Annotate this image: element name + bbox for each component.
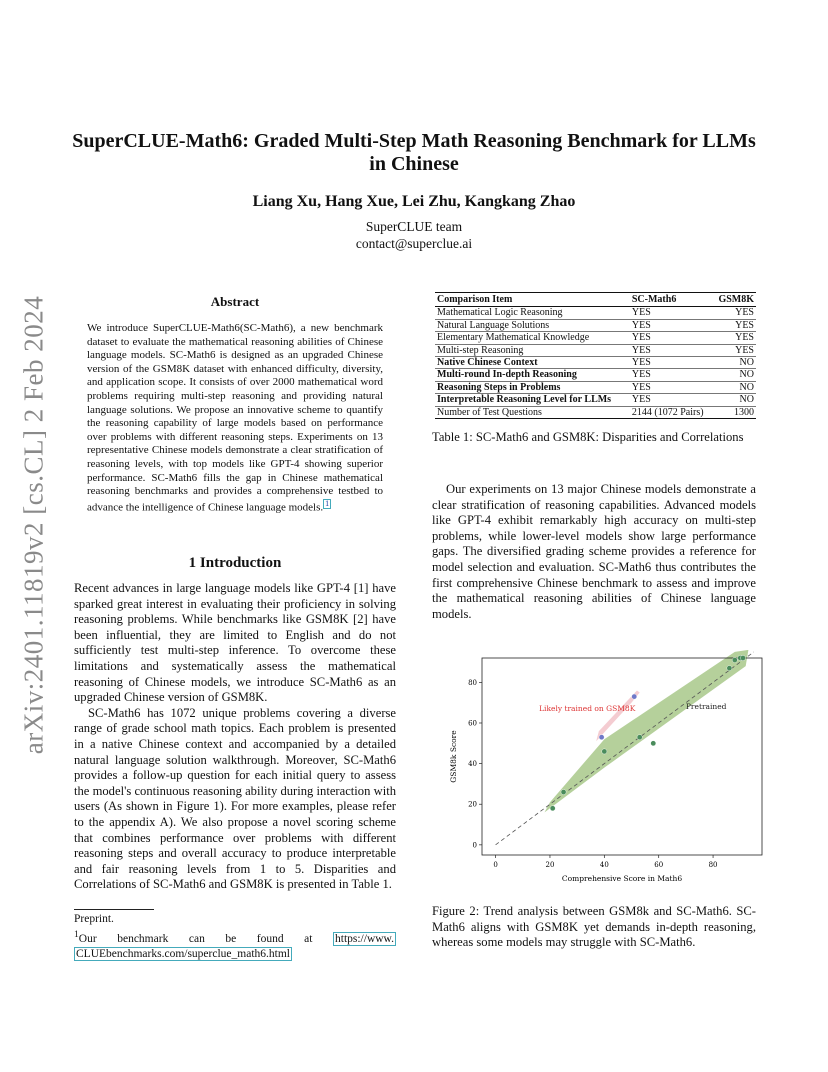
experiments-paragraph: Our experiments on 13 major Chinese models demonstrate a clear stratification of reasoning capabilities. Advanced models like GPT-4 exhibit remarkably high accuracy on multi-step problems, while lower-level models show large performance gaps. The diversified grading scheme provides a reference for model selection and evaluation. SC-Math6 thus contributes the first comprehensive Chinese benchmark to assess and improve the mathematical reasoning abilities of Chinese language models. xyxy=(432,482,756,621)
table-cell-gsm8k: NO xyxy=(713,357,756,369)
table-row xyxy=(435,406,756,418)
paper-title: SuperCLUE-Math6: Graded Multi-Step Math Reasoning Benchmark for LLMs in Chinese xyxy=(72,130,756,175)
table-cell-item: Mathematical Logic Reasoning xyxy=(435,307,630,319)
abstract-body xyxy=(87,322,383,515)
x-axis-label: Comprehensive Score in Math6 xyxy=(561,874,683,883)
table-caption: Table 1: SC-Math6 and GSM8K: Disparities and Correlations xyxy=(432,430,744,444)
y-tick-label: 40 xyxy=(468,760,477,769)
table-cell-scmath6: YES xyxy=(630,357,713,369)
table-cell-item: Number of Test Questions xyxy=(435,406,630,418)
introduction-body xyxy=(74,581,396,893)
x-tick-label: 40 xyxy=(599,861,609,869)
data-point xyxy=(561,789,566,794)
table-cell-item: Reasoning Steps in Problems xyxy=(435,381,630,393)
abstract-heading: Abstract xyxy=(210,294,260,309)
trend-figure xyxy=(440,650,770,895)
footnote-link[interactable]: 1 xyxy=(325,498,330,508)
table-row xyxy=(435,369,756,381)
contact-email[interactable]: contact@superclue.ai xyxy=(355,236,473,251)
table-cell-gsm8k: YES xyxy=(713,307,756,319)
table-cell-scmath6: YES xyxy=(630,319,713,331)
table-header-scmath6: SC-Math6 xyxy=(630,293,713,307)
data-point xyxy=(651,741,656,746)
y-axis-label: GSM8k Score xyxy=(449,730,458,783)
arxiv-sidebar xyxy=(14,295,54,755)
data-point xyxy=(599,735,604,740)
x-tick-label: 0 xyxy=(493,861,498,869)
y-tick-label: 20 xyxy=(468,800,477,809)
comparison-table xyxy=(435,292,756,419)
table-cell-scmath6: YES xyxy=(630,344,713,356)
table-header-item: Comparison Item xyxy=(435,293,630,307)
footnote xyxy=(74,912,396,962)
table-cell-item: Natural Language Solutions xyxy=(435,319,630,331)
figure-caption: Figure 2: Trend analysis between GSM8k and SC-Math6. SC-Math6 aligns with GSM8K yet demands in-depth reasoning, whereas some models may struggle with SC-Math6. xyxy=(432,904,756,950)
table-cell-item: Multi-step Reasoning xyxy=(435,344,630,356)
data-point xyxy=(740,655,745,660)
data-point xyxy=(637,735,642,740)
table-cell-scmath6: YES xyxy=(630,381,713,393)
table-cell-gsm8k: YES xyxy=(713,319,756,331)
table-cell-gsm8k: 1300 xyxy=(713,406,756,418)
table-row xyxy=(435,332,756,344)
table-cell-scmath6: YES xyxy=(630,369,713,381)
table-cell-gsm8k: NO xyxy=(713,394,756,406)
table-cell-gsm8k: NO xyxy=(713,369,756,381)
footnote-number: 1 xyxy=(74,929,79,940)
intro-paragraph-1: Recent advances in large language models like GPT-4 [1] have sparked great interest in evaluating their proficiency in solving reasoning problems. While benchmarks like GSM8K [2] have been influential, they are limited to English and do not sufficiently test multi-step inference. To overcome these limitations and systematically assess the mathematical reasoning of Chinese models, we introduce SC-Math6 as an upgraded Chinese version of GSM8K. xyxy=(74,581,396,705)
footnote-text: Our benchmark can be found at xyxy=(78,932,313,945)
table-cell-item: Interpretable Reasoning Level for LLMs xyxy=(435,394,630,406)
table-cell-item: Elementary Mathematical Knowledge xyxy=(435,332,630,344)
team-name: SuperCLUE team xyxy=(365,219,463,234)
table-cell-gsm8k: NO xyxy=(713,381,756,393)
table-cell-scmath6: YES xyxy=(630,332,713,344)
table-cell-item: Multi-round In-depth Reasoning xyxy=(435,369,630,381)
intro-paragraph-2: SC-Math6 has 1072 unique problems covering a diverse range of grade school math topics. Each problem is presented in a native Chinese context and accompanied by a detailed natural language solution walkthrough. Moreover, SC-Math6 provides a follow-up question for each initial query to assess the model's continuous reasoning ability during interaction with users (As shown in Figure 1). For more examples, please refer to the appendix A). We also propose a novel scoring scheme that combines performance over problems with different reasoning steps and overall accuracy to produce interpretable and fair reasoning levels from 1 to 5. Disparities and Correlations of SC-Math6 and GSM8K is presented in Table 1. xyxy=(74,705,396,892)
table-cell-gsm8k: YES xyxy=(713,344,756,356)
table-cell-gsm8k: YES xyxy=(713,332,756,344)
trend-line xyxy=(496,652,754,845)
section-heading-introduction: 1 Introduction xyxy=(188,555,282,571)
table-header-gsm8k: GSM8K xyxy=(713,293,756,307)
x-tick-label: 20 xyxy=(545,861,555,869)
y-tick-label: 60 xyxy=(468,719,477,728)
arxiv-identifier: arXiv:2401.11819v2 [cs.CL] 2 Feb 2024 xyxy=(18,295,49,755)
table-row xyxy=(435,319,756,331)
pretrained-band xyxy=(545,650,749,812)
annotation-pretrained: Pretrained xyxy=(685,701,727,711)
table-header-row xyxy=(435,293,756,307)
annotation-likely-trained: Likely trained on GSM8K xyxy=(539,703,636,713)
preprint-note: Preprint. xyxy=(74,913,114,925)
data-point xyxy=(732,657,737,662)
benchmark-link-part1[interactable]: https://www. xyxy=(335,932,394,945)
benchmark-link-part2[interactable]: CLUEbenchmarks.com/superclue_math6.html xyxy=(76,947,290,960)
x-tick-label: 60 xyxy=(654,861,664,869)
footnote-rule xyxy=(74,909,154,910)
abstract-text: We introduce SuperCLUE-Math6(SC-Math6), a new benchmark dataset to evaluate the mathematical reasoning abilities of Chinese language models. SC-Math6 is designed as an upgraded Chinese version of the GSM8K dataset with enhanced difficulty, diversity, and application scope. It consists of over 2000 mathematical word problems requiring multi-step reasoning and providing natural language solutions. We propose an innovative scheme to quantify the reasoning capability of large models based on performance over problems with different reasoning steps. Experiments on 13 representative Chinese models demonstrate a clear stratification of reasoning levels, with top models like GPT-4 showing superior performance. SC-Math6 fills the gap in Chinese mathematical reasoning benchmarks and provides a comprehensive testbed to advance the intelligence of Chinese language models. xyxy=(87,322,383,514)
table-cell-scmath6: 2144 (1072 Pairs) xyxy=(630,406,713,418)
table-cell-item: Native Chinese Context xyxy=(435,357,630,369)
affiliation xyxy=(70,218,758,252)
table-row xyxy=(435,307,756,319)
table-cell-scmath6: YES xyxy=(630,394,713,406)
table-row xyxy=(435,394,756,406)
data-point xyxy=(632,694,637,699)
data-point xyxy=(727,666,732,671)
author-list: Liang Xu, Hang Xue, Lei Zhu, Kangkang Zhao xyxy=(252,193,576,210)
data-point xyxy=(602,749,607,754)
x-tick-label: 80 xyxy=(708,861,718,869)
y-tick-label: 80 xyxy=(468,678,477,687)
table-row xyxy=(435,357,756,369)
table-cell-scmath6: YES xyxy=(630,307,713,319)
trend-chart xyxy=(440,650,770,895)
data-point xyxy=(550,806,555,811)
table-row xyxy=(435,344,756,356)
table-row xyxy=(435,381,756,393)
plot-frame xyxy=(482,658,762,855)
y-tick-label: 0 xyxy=(472,841,477,850)
